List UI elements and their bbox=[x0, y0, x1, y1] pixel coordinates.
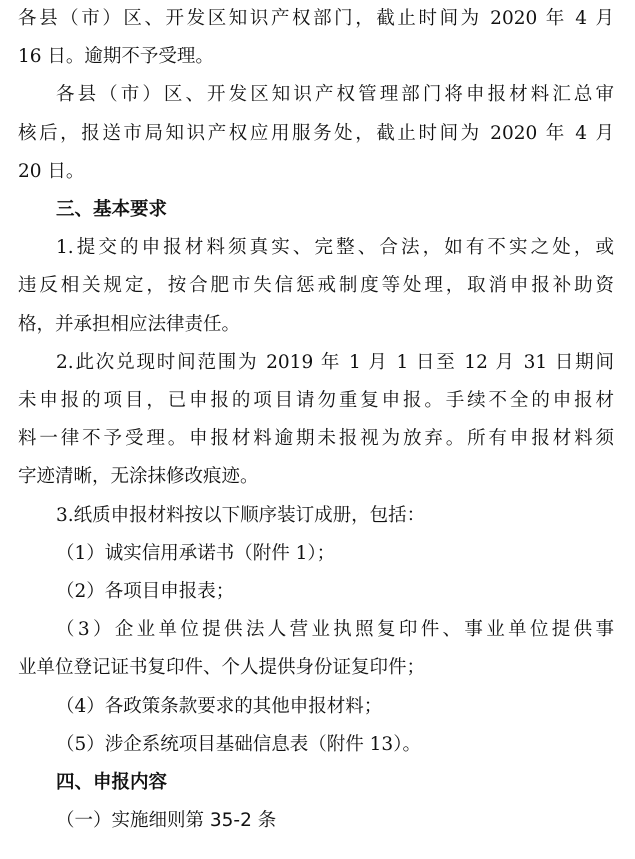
paragraph-line: 各县（市）区、开发区知识产权管理部门将申报材料汇总审 bbox=[56, 84, 614, 106]
paragraph-line: 各县（市）区、开发区知识产权部门，截止时间为 2020 年 4 月 bbox=[18, 8, 614, 29]
list-item-continuation: 业单位登记证书复印件、个人提供身份证复印件； bbox=[18, 657, 426, 679]
list-item: （2）各项目申报表； bbox=[56, 581, 235, 602]
paragraph-line: 格，并承担相应法律责任。 bbox=[18, 313, 241, 335]
paragraph-line: 16 日。逾期不予受理。 bbox=[18, 46, 214, 68]
paragraph-line: 字迹清晰，无涂抹修改痕迹。 bbox=[18, 466, 259, 488]
list-item: （4）各政策条款要求的其他申报材料； bbox=[56, 695, 383, 717]
paragraph-line: 1.提交的申报材料须真实、完整、合法，如有不实之处，或 bbox=[56, 237, 614, 259]
paragraph-line: 未申报的项目，已申报的项目请勿重复申报。手续不全的申报材 bbox=[18, 390, 614, 411]
paragraph-line: 2.此次兑现时间范围为 2019 年 1 月 1 日至 12 月 31 日期间 bbox=[56, 351, 614, 373]
paragraph-line: 核后，报送市局知识产权应用服务处，截止时间为 2020 年 4 月 bbox=[18, 122, 614, 144]
list-item: （1）诚实信用承诺书（附件 1）； bbox=[56, 542, 336, 564]
section-heading: 三、基本要求 bbox=[56, 199, 168, 220]
paragraph-line: 违反相关规定，按合肥市失信惩戒制度等处理，取消申报补助资 bbox=[18, 275, 614, 297]
sub-heading: （一）实施细则第 35-2 条 bbox=[56, 810, 277, 832]
list-item: （3）企业单位提供法人营业执照复印件、事业单位提供事 bbox=[56, 619, 614, 641]
paragraph-line: 3.纸质申报材料按以下顺序装订成册，包括： bbox=[56, 504, 426, 526]
section-heading: 四、申报内容 bbox=[56, 772, 168, 793]
list-item: （5）涉企系统项目基础信息表（附件 13）。 bbox=[56, 733, 421, 755]
paragraph-line: 料一律不予受理。申报材料逾期未报视为放弃。所有申报材料须 bbox=[18, 428, 614, 450]
paragraph-line: 20 日。 bbox=[18, 160, 85, 182]
